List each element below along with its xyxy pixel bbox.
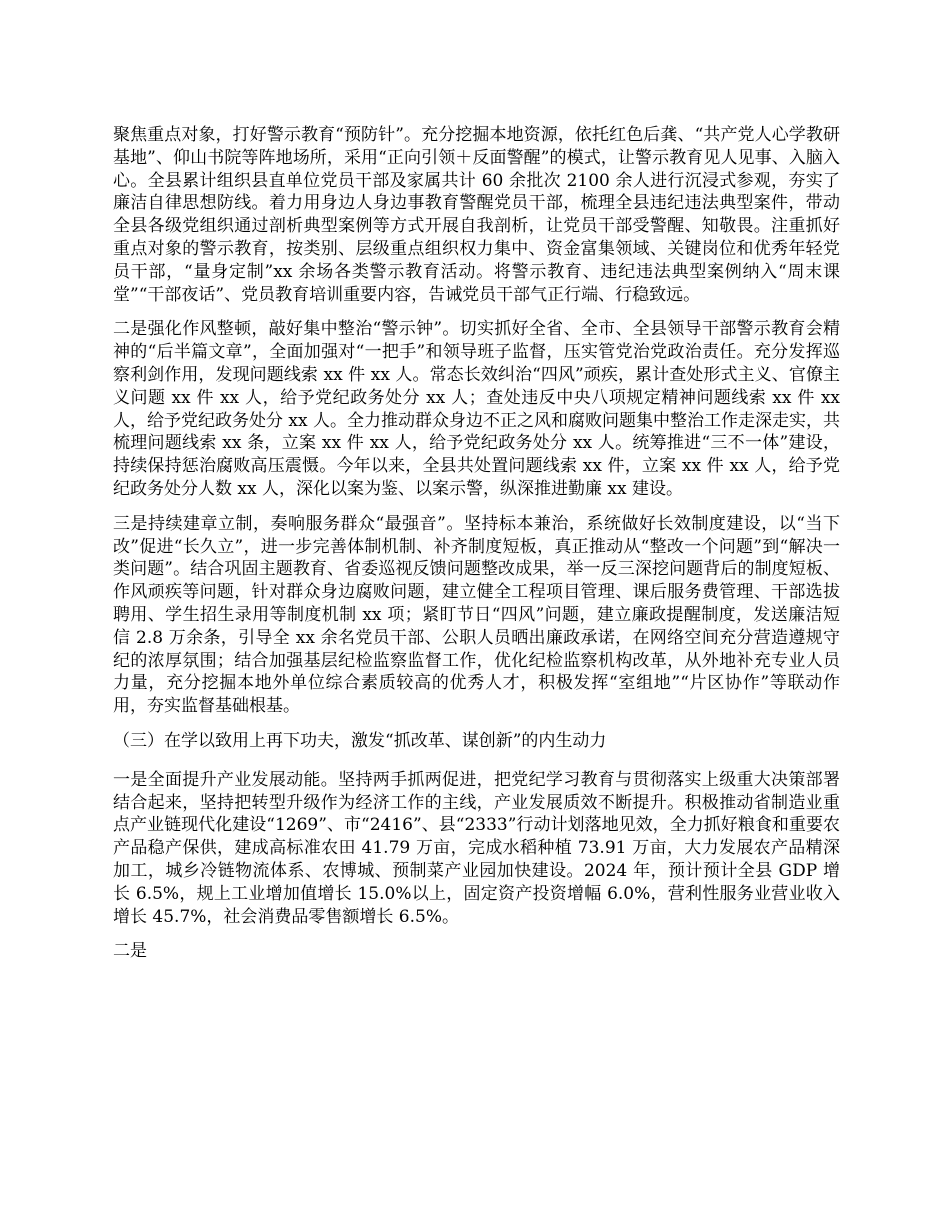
paragraph-industry-development: 一是全面提升产业发展动能。坚持两手抓两促进，把党纪学习教育与贯彻落实上级重大决策部署结合起来，坚持把转型升级作为经济工作的主线，产业发展质效不断提升。积极推动省制造业重点产业链现代化建设“1269”、市“2416”、县“2333”行动计划落地见效，全力抓好粮食和重要农产品稳产保供，建成高标准农田 41.79 万亩，完成水稻种植 73.91 万亩，大力发展农产品精深加工，城乡冷链物流体系、农博城、预制菜产业园加快建设。2024 年，预计预计全县 GDP 增长 6.5%，规上工业增加值增长 15.0%以上，固定资产投资增幅 6.0%，营利性服务业营业收入增长 45.7%，社会消费品零售额增长 6.5%。 — [113, 769, 840, 927]
document-body — [113, 124, 840, 975]
paragraph-second-point-start: 二是 — [113, 941, 147, 962]
paragraph-rule-building: 三是持续建章立制，奏响服务群众“最强音”。坚持标本兼治，系统做好长效制度建设，以“当下改”促进“长久立”，进一步完善体制机制、补齐制度短板，真正推动从“整改一个问题”到“解决一类问题”。结合巩固主题教育、省委巡视反馈问题整改成果，举一反三深挖问题背后的制度短板、作风顽疾等问题，针对群众身边腐败问题，建立健全工程项目管理、课后服务费管理、干部选拔聘用、学生招生录用等制度机制 xx 项；紧盯节日“四风”问题，建立廉政提醒制度，发送廉洁短信 2.8 万余条，引导全 xx 余名党员干部、公职人员晒出廉政承诺，在网络空间充分营造遵规守纪的浓厚氛围；结合加强基层纪检监察监督工作，优化纪检监察机构改革，从外地补充专业人员力量，充分挖掘本地外单位综合素质较高的优秀人才，积极发挥“室组地”“片区协作”等联动作用，夯实监督基础根基。 — [113, 513, 840, 717]
section-heading: （三）在学以致用上再下功夫，激发“抓改革、谋创新”的内生动力 — [113, 730, 607, 751]
paragraph-style-rectification: 二是强化作风整顿，敲好集中整治“警示钟”。切实抓好全省、全市、全县领导干部警示教育会精神的“后半篇文章”，全面加强对“一把手”和领导班子监督，压实管党治党政治责任。充分发挥巡察利剑作用，发现问题线索 xx 件 xx 人。常态长效纠治“四风”顽疾，累计查处形式主义、官僚主义问题 xx 件 xx 人，给予党纪政务处分 xx 人；查处违反中央八项规定精神问题线索 xx 件 xx 人，给予党纪政务处分 xx 人。全力推动群众身边不正之风和腐败问题集中整治工作走深走实，共梳理问题线索 xx 条，立案 xx 件 xx 人，给予党纪政务处分 xx 人。统筹推进“三不一体”建设，持续保持惩治腐败高压震慑。今年以来，全县共处置问题线索 xx 件，立案 xx 件 xx 人，给予党纪政务处分人数 xx 人，深化以案为鉴、以案示警，纵深推进勤廉 xx 建设。 — [113, 319, 840, 499]
paragraph-warning-education: 聚焦重点对象，打好警示教育“预防针”。充分挖掘本地资源，依托红色后龚、“共产党人心学教研基地”、仰山书院等阵地场所，采用“正向引领＋反面警醒”的模式，让警示教育见人见事、入脑入心。全县累计组织县直单位党员干部及家属共计 60 余批次 2100 余人进行沉浸式参观，夯实了廉洁自律思想防线。着力用身边人身边事教育警醒党员干部，梳理全县违纪违法典型案件，带动全县各级党组织通过剖析典型案例等方式开展自我剖析，让党员干部受警醒、知敬畏。注重抓好重点对象的警示教育，按类别、层级重点组织权力集中、资金富集领域、关键岗位和优秀年轻党员干部，“量身定制”xx 余场各类警示教育活动。将警示教育、违纪违法典型案例纳入“周末课堂”“干部夜话”、党员教育培训重要内容，告诫党员干部气正行端、行稳致远。 — [113, 125, 840, 305]
